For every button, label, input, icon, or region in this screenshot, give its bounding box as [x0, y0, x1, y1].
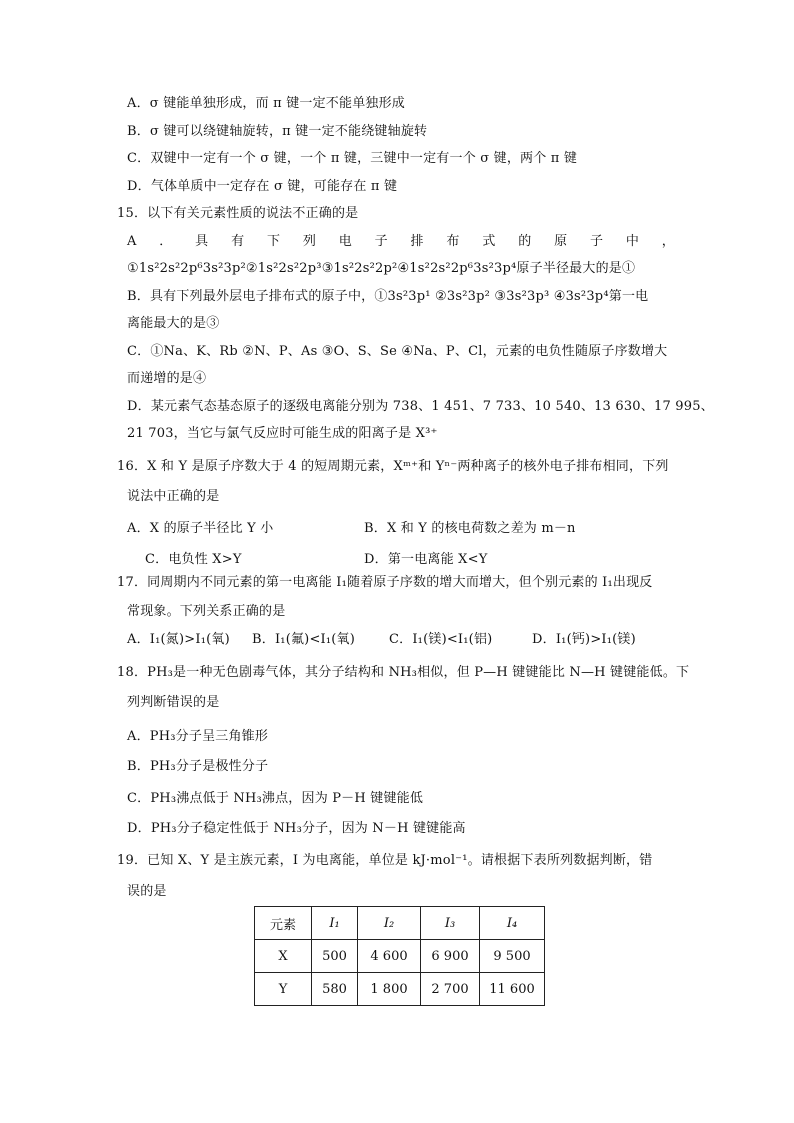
table-cell: 4 600 — [358, 940, 421, 973]
table-cell: 9 500 — [480, 940, 545, 973]
table-cell: 6 900 — [421, 940, 480, 973]
q17-option-c: C．I₁(镁)<I₁(铝) — [389, 632, 493, 647]
q15-option-d-line1: D．某元素气态基态原子的逐级电离能分别为 738、1 451、7 733、10 540、13 630、17 995、 — [127, 399, 714, 414]
q18-stem-line1: 18．PH₃是一种无色剧毒气体，其分子结构和 NH₃相似，但 P—H 键键能比 N—H 键键能低。下 — [117, 665, 690, 680]
q17-stem-line1: 17．同周期内不同元素的第一电离能 I₁随着原子序数的增大而增大，但个别元素的 I₁出现反 — [117, 575, 653, 590]
q14-option-a: A．σ 键能单独形成，而 π 键一定不能单独形成 — [127, 96, 406, 111]
q15-stem: 15．以下有关元素性质的说法不正确的是 — [117, 206, 359, 221]
q18-option-b: B．PH₃分子是极性分子 — [127, 759, 269, 774]
q17-option-a: A．I₁(氮)>I₁(氧) — [127, 632, 230, 647]
q19-stem-line1: 19．已知 X、Y 是主族元素，I 为电离能，单位是 kJ·mol⁻¹。请根据下表所列数据判断，错 — [117, 853, 653, 868]
q18-option-c: C．PH₃沸点低于 NH₃沸点，因为 P－H 键键能低 — [127, 791, 424, 806]
q15-option-b-line1: B．具有下列最外层电子排布式的原子中，①3s²3p¹ ②3s²3p² ③3s²3p³ ④3s²3p⁴第一电 — [127, 289, 649, 304]
q16-option-d: D．第一电离能 X<Y — [364, 552, 488, 567]
q14-option-d: D．气体单质中一定存在 σ 键，可能存在 π 键 — [127, 179, 398, 194]
table-row — [255, 940, 545, 973]
table-cell: 500 — [312, 940, 358, 973]
table-cell: 2 700 — [421, 973, 480, 1006]
q14-option-b: B．σ 键可以绕键轴旋转，π 键一定不能绕键轴旋转 — [127, 124, 428, 139]
table-cell: 11 600 — [480, 973, 545, 1006]
q14-option-c: C．双键中一定有一个 σ 键，一个 π 键，三键中一定有一个 σ 键，两个 π 键 — [127, 151, 578, 166]
q15-option-b-line2: 离能最大的是③ — [127, 316, 220, 331]
q15-option-c-line2: 而递增的是④ — [127, 371, 207, 386]
q18-stem-line2: 列判断错误的是 — [127, 695, 220, 710]
q17-stem-line2: 常现象。下列关系正确的是 — [127, 604, 286, 619]
q15-option-c-line1: C．①Na、K、Rb ②N、P、As ③O、S、Se ④Na、P、Cl，元素的电负性随原子序数增大 — [127, 344, 668, 359]
q17-option-d: D．I₁(钙)>I₁(镁) — [532, 632, 636, 647]
q16-stem-line1: 16．X 和 Y 是原子序数大于 4 的短周期元素，Xᵐ⁺和 Yⁿ⁻两种离子的核外电子排布相同，下列 — [117, 459, 669, 474]
table-header-cell: I₄ — [480, 907, 545, 940]
q16-option-b: B．X 和 Y 的核电荷数之差为 m－n — [364, 521, 576, 536]
table-header-cell: I₃ — [421, 907, 480, 940]
q19-stem-line2: 误的是 — [127, 884, 167, 899]
q15-option-a-line1: A．具有下列电子排布式的原子中， — [127, 234, 675, 249]
q15-option-d-line2: 21 703，当它与氯气反应时可能生成的阳离子是 X³⁺ — [127, 426, 438, 441]
table-header-cell: I₁ — [312, 907, 358, 940]
table-header-row — [255, 907, 545, 940]
q18-option-a: A．PH₃分子呈三角锥形 — [127, 729, 269, 744]
table-header-cell: 元素 — [255, 907, 312, 940]
table-cell: Y — [255, 973, 312, 1006]
q17-option-b: B．I₁(氟)<I₁(氧) — [252, 632, 356, 647]
q16-option-c: C．电负性 X>Y — [145, 552, 242, 567]
table-cell: X — [255, 940, 312, 973]
q16-stem-line2: 说法中正确的是 — [127, 489, 220, 504]
table-header-cell: I₂ — [358, 907, 421, 940]
q18-option-d: D．PH₃分子稳定性低于 NH₃分子，因为 N－H 键键能高 — [127, 821, 466, 836]
table-cell: 580 — [312, 973, 358, 1006]
ionization-energy-table — [254, 906, 545, 1006]
table-row — [255, 973, 545, 1006]
q16-option-a: A．X 的原子半径比 Y 小 — [127, 521, 274, 536]
q15-option-a-line2: ①1s²2s²2p⁶3s²3p²②1s²2s²2p³③1s²2s²2p²④1s²2s²2p⁶3s²3p⁴原子半径最大的是① — [127, 261, 636, 276]
table-cell: 1 800 — [358, 973, 421, 1006]
